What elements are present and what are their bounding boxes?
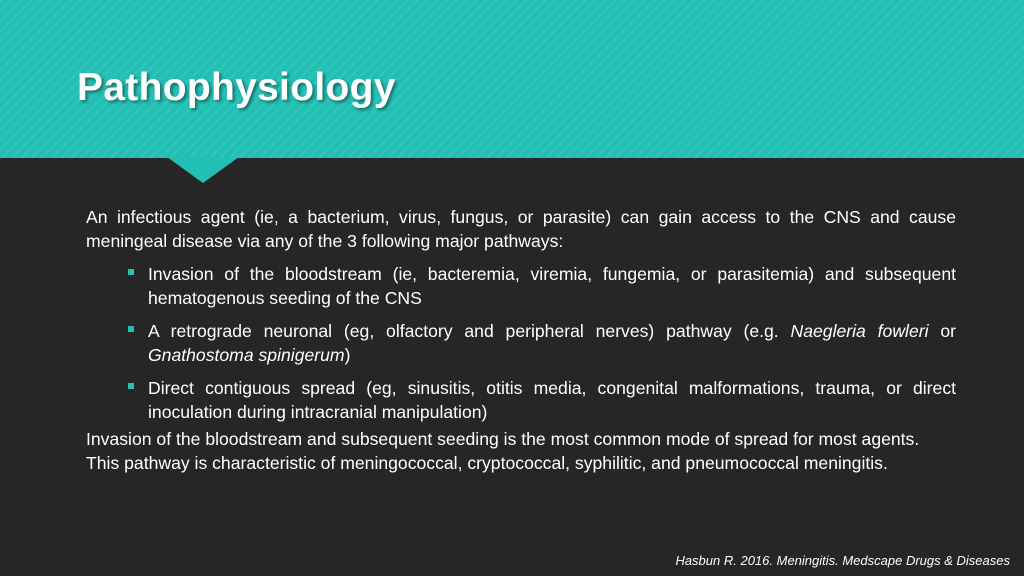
bullet-text: Direct contiguous spread (eg, sinusitis, otitis media, congenital malformations, trauma, or direct inoculation during intracranial manipulation) <box>148 378 956 422</box>
list-item <box>148 253 956 310</box>
square-bullet-icon <box>128 269 134 275</box>
bullet-text: or <box>940 321 957 341</box>
slide-title: Pathophysiology <box>77 66 396 109</box>
closing-paragraph: Invasion of the bloodstream and subsequent seeding is the most common mode of spread for most agents. This pathway is characteristic of meningococcal, cryptococcal, syphilitic, and pneumococcal meningitis. <box>86 429 920 473</box>
bullet-text: Invasion of the bloodstream (ie, bacteremia, viremia, fungemia, or parasitemia) and subsequent hematogenous seeding of the CNS <box>148 264 956 308</box>
list-item <box>148 310 956 367</box>
intro-paragraph: An infectious agent (ie, a bacterium, virus, fungus, or parasite) can gain access to the CNS and cause meningeal disease via any of the 3 following major pathways: <box>86 207 956 251</box>
square-bullet-icon <box>128 326 134 332</box>
organism-name: Gnathostoma spinigerum <box>148 344 345 365</box>
citation: Hasbun R. 2016. Meningitis. Medscape Drugs & Diseases <box>675 553 1010 568</box>
bullet-text: ) <box>344 344 351 365</box>
list-item <box>148 367 956 424</box>
slide-body <box>86 206 956 475</box>
bullet-text: A retrograde neuronal (eg, olfactory and peripheral nerves) pathway (e.g. <box>148 321 779 341</box>
pathway-list <box>86 253 956 424</box>
banner-notch <box>167 157 239 183</box>
title-banner <box>0 0 1024 158</box>
square-bullet-icon <box>128 383 134 389</box>
organism-name: Naegleria fowleri <box>790 321 929 341</box>
